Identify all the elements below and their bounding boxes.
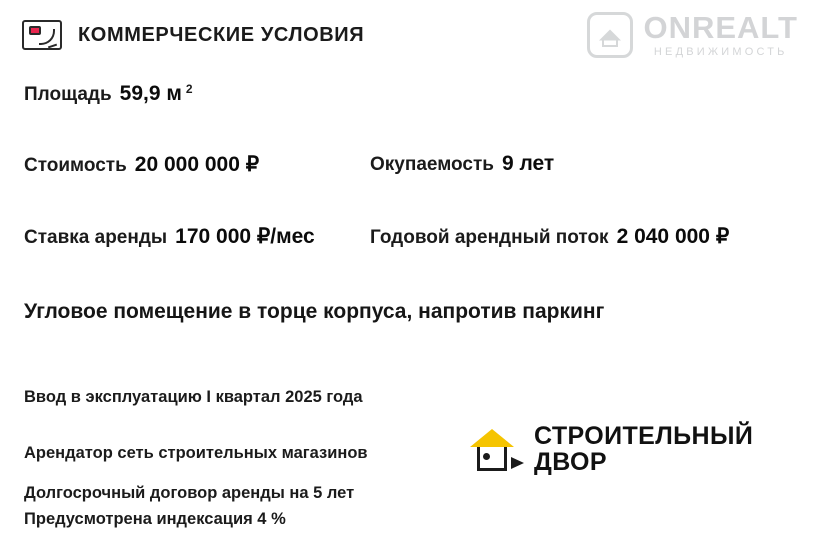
metric-area-unit-exponent: 2 [185,82,193,96]
metric-price [24,152,259,177]
tenant-logo [468,424,753,475]
metric-payback-value: 9 лет [501,152,555,175]
watermark-tagline: НЕДВИЖИМОСТЬ [653,46,788,58]
note-indexation: Предусмотрена индексация 4 % [24,510,286,528]
metric-rent-rate-value: 170 000 ₽/мес [175,225,315,248]
metric-price-value: 20 000 000 ₽ [134,153,260,176]
house-bird-logo-icon [468,425,524,475]
watermark-brand: ONREALT [643,10,798,45]
metric-annual-flow [370,224,729,249]
metric-price-label: Стоимость [24,155,127,176]
money-time-icon [22,20,62,50]
note-contract: Долгосрочный договор аренды на 5 лет [24,484,355,502]
tenant-logo-text [534,424,753,475]
watermark-text [643,12,798,58]
watermark [587,12,798,58]
tenant-logo-line1: СТРОИТЕЛЬНЫЙ [534,422,754,450]
metric-payback [370,152,554,176]
note-commissioning: Ввод в эксплуатацию I квартал 2025 года [24,388,363,406]
metric-rent-rate [24,224,315,249]
note-tenant: Арендатор сеть строительных магазинов [24,444,368,462]
metric-area-label: Площадь [24,84,112,105]
metric-payback-label: Окупаемость [370,154,494,175]
metric-area [24,82,193,106]
highlight-text: Угловое помещение в торце корпуса, напротив паркинг [24,300,605,323]
page-title: КОММЕРЧЕСКИЕ УСЛОВИЯ [78,23,365,46]
metric-rent-rate-label: Ставка аренды [24,227,168,248]
house-shield-icon [587,12,633,58]
metric-annual-flow-label: Годовой арендный поток [370,227,609,248]
metric-area-value: 59,9 м [119,82,182,105]
page-header [22,20,364,50]
metric-annual-flow-value: 2 040 000 ₽ [616,225,730,248]
tenant-logo-line2: ДВОР [534,447,607,476]
